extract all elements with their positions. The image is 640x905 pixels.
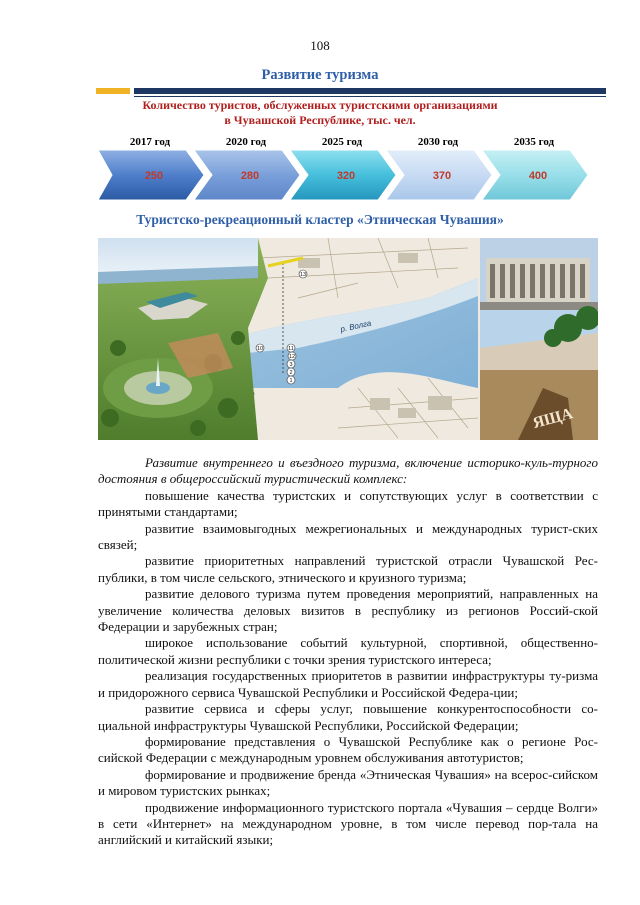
year-label-1: 2017 год — [129, 136, 171, 148]
list-item: реализация государственных приоритетов в развитии инфраструктуры ту-ризма и придорожного сервиса Чувашской Республики и Российской Федера-ции; — [98, 668, 598, 700]
body-text — [98, 455, 598, 849]
list-item: развитие приоритетных направлений туристской отрасли Чувашской Рес-публики, в том числе сельского, этнического и круизного туризма; — [98, 553, 598, 585]
list-item: развитие сервиса и сферы услуг, повышение конкурентоспособности со-циальной инфраструктуры Чувашской Республики, Российской Федерации; — [98, 701, 598, 733]
year-label-4: 2030 год — [417, 136, 459, 148]
list-item: широкое использование событий культурной, спортивной, общественно-политической жизни республики с точки зрения туристского интереса; — [98, 635, 598, 667]
chart-title-line-2: в Чувашской Республике, тыс. чел. — [224, 113, 416, 127]
cluster-title: Туристско-рекреационный кластер «Этническая Чувашия» — [136, 212, 504, 227]
map-marker-label: 10 — [256, 346, 264, 352]
list-item: формирование и продвижение бренда «Этническая Чувашия» на всерос-сийском и мировом туристских рынках; — [98, 766, 598, 799]
value-label-1: 250 — [144, 170, 164, 182]
value-label-4: 370 — [432, 170, 452, 182]
map-marker-label: 3 — [289, 362, 293, 368]
monument-photo — [480, 370, 598, 440]
list-item: повышение качества туристских и сопутствующих услуг в соответствии с принятыми стандартами; — [98, 487, 598, 520]
title-rule — [134, 88, 606, 94]
year-label-2: 2020 год — [225, 136, 267, 148]
embankment-photo — [480, 306, 598, 370]
map-marker-label: 12 — [288, 354, 296, 360]
title-rule-thin — [134, 96, 606, 97]
chart-title — [0, 98, 640, 128]
cluster-illustration — [98, 238, 598, 440]
map-marker-label: 2 — [289, 370, 293, 376]
park-aerial-image — [98, 238, 268, 440]
list-item: продвижение информационного туристского портала «Чувашия – сердце Волги» в сети «Интернет» на международном уровне, в том числе перевод пор-тала на английский и китайский языки; — [98, 799, 598, 848]
tourist-count-chevron-chart — [0, 128, 640, 208]
year-label-3: 2025 год — [321, 136, 363, 148]
title-rule-accent — [96, 88, 130, 94]
value-label-3: 320 — [336, 170, 356, 182]
list-item: развитие взаимовыгодных межрегиональных и международных турист-ских связей; — [98, 520, 598, 553]
list-item: развитие делового туризма путем проведения мероприятий, направленных на увеличение количества деловых визитов в республику из регионов Россий-ской Федерации и зарубежных стран; — [98, 586, 598, 635]
page-number: 108 — [310, 38, 330, 53]
list-item: формирование представления о Чувашской Республике как о регионе Рос-сийской Федерации с международным уровнем обслуживания автотуристов; — [98, 733, 598, 766]
intro-paragraph: Развитие внутреннего и въездного туризма, включение историко-куль-турного достояния в общероссийский туристический комплекс: — [98, 455, 598, 487]
map-marker-label: 13 — [299, 272, 307, 278]
monument-sign-text: ЯЩА — [530, 405, 575, 433]
river-label: р. Волга — [339, 318, 373, 334]
value-label-5: 400 — [528, 170, 548, 182]
map-marker-label: 1 — [289, 378, 293, 384]
value-label-2: 280 — [240, 170, 260, 182]
chart-title-line-1: Количество туристов, обслуженных туристскими организациями — [142, 98, 498, 112]
section-title: Развитие туризма — [261, 67, 379, 83]
map-marker-label: 11 — [288, 346, 294, 352]
year-label-5: 2035 год — [513, 136, 555, 148]
theatre-building-photo — [480, 238, 598, 310]
